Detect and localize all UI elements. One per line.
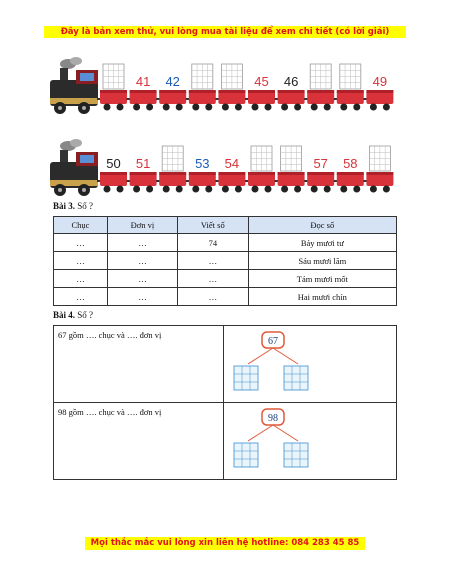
train-2: [46, 138, 398, 200]
train-car: [186, 156, 216, 193]
cell-doc-so: Bảy mươi tư: [248, 234, 396, 252]
cell-don-vi: …: [107, 252, 177, 270]
diagram-number: 98: [268, 413, 278, 424]
train-car: [363, 146, 393, 193]
table-row: [54, 234, 397, 252]
bai3-label: Bài 3.: [53, 201, 76, 211]
cell-viet-so: …: [178, 288, 249, 306]
bai4-question-text: 98 gồm …. chục và …. đơn vị: [54, 403, 224, 480]
table-row: [54, 403, 397, 480]
cell-don-vi: …: [107, 234, 177, 252]
bai3-header-row: [54, 217, 397, 234]
bai4-diagram-cell: [224, 403, 397, 480]
car-number: 54: [224, 156, 240, 171]
header-doc-so: Đọc số: [248, 217, 396, 234]
train-car: [245, 146, 275, 193]
train-car: [215, 64, 245, 111]
train-car: [156, 74, 186, 111]
diagram-number: 67: [268, 336, 278, 347]
bai3-table: [53, 216, 397, 306]
train-car: [215, 156, 245, 193]
place-value-diagram: [228, 407, 388, 473]
train-2-drawing: [46, 138, 398, 200]
train-car: [334, 64, 364, 111]
bai4-diagram-cell: [224, 326, 397, 403]
header-viet-so: Viết số: [178, 217, 249, 234]
car-number: 41: [135, 74, 151, 89]
car-number: 45: [254, 74, 269, 89]
cell-don-vi: …: [107, 270, 177, 288]
train-car: [275, 146, 305, 193]
cell-viet-so: …: [178, 270, 249, 288]
car-number: 57: [313, 156, 328, 171]
car-number: 42: [165, 74, 180, 89]
bai4-label: Bài 4.: [53, 310, 76, 320]
bai3-title: [53, 201, 93, 211]
hotline-banner: Mọi thắc mắc vui lòng xin liên hệ hotline: 084 283 45 85: [85, 537, 365, 550]
bai4-question: Số ?: [75, 310, 94, 320]
bai3-question: Số ?: [75, 201, 94, 211]
car-number: 50: [106, 156, 121, 171]
train-car: [97, 156, 127, 193]
train-car: [304, 156, 334, 193]
train-car: [156, 146, 186, 193]
locomotive-icon: [50, 139, 98, 196]
cell-chuc: …: [54, 234, 108, 252]
header-don-vi: Đơn vị: [107, 217, 177, 234]
place-value-diagram: [228, 330, 388, 396]
train-1-drawing: [46, 56, 398, 118]
car-number: 53: [195, 156, 210, 171]
table-row: [54, 288, 397, 306]
train-car: [304, 64, 334, 111]
car-number: 58: [343, 156, 358, 171]
train-car: [245, 74, 275, 111]
bai4-table: [53, 325, 397, 480]
table-row: [54, 270, 397, 288]
cell-chuc: …: [54, 252, 108, 270]
car-number: 49: [372, 74, 388, 89]
cell-don-vi: …: [107, 288, 177, 306]
train-car: [186, 64, 216, 111]
header-chuc: Chục: [54, 217, 108, 234]
cell-viet-so: …: [178, 252, 249, 270]
cell-doc-so: Tám mươi mốt: [248, 270, 396, 288]
car-number: 46: [283, 74, 299, 89]
bai4-question-text: 67 gồm …. chục và …. đơn vị: [54, 326, 224, 403]
preview-banner: Đây là bản xem thử, vui lòng mua tài liệu để xem chi tiết (có lời giải): [44, 26, 406, 38]
train-car: [127, 156, 157, 193]
cell-doc-so: Sáu mươi lăm: [248, 252, 396, 270]
bai4-title: [53, 310, 93, 320]
train-car: [97, 64, 127, 111]
train-car: [275, 74, 305, 111]
cell-chuc: …: [54, 270, 108, 288]
train-1: [46, 56, 398, 118]
train-car: [334, 156, 364, 193]
table-row: [54, 326, 397, 403]
cell-chuc: …: [54, 288, 108, 306]
train-car: [363, 74, 393, 111]
locomotive-icon: [50, 57, 98, 114]
cell-viet-so: 74: [178, 234, 249, 252]
table-row: [54, 252, 397, 270]
car-number: 51: [135, 156, 151, 171]
train-car: [127, 74, 157, 111]
cell-doc-so: Hai mươi chín: [248, 288, 396, 306]
